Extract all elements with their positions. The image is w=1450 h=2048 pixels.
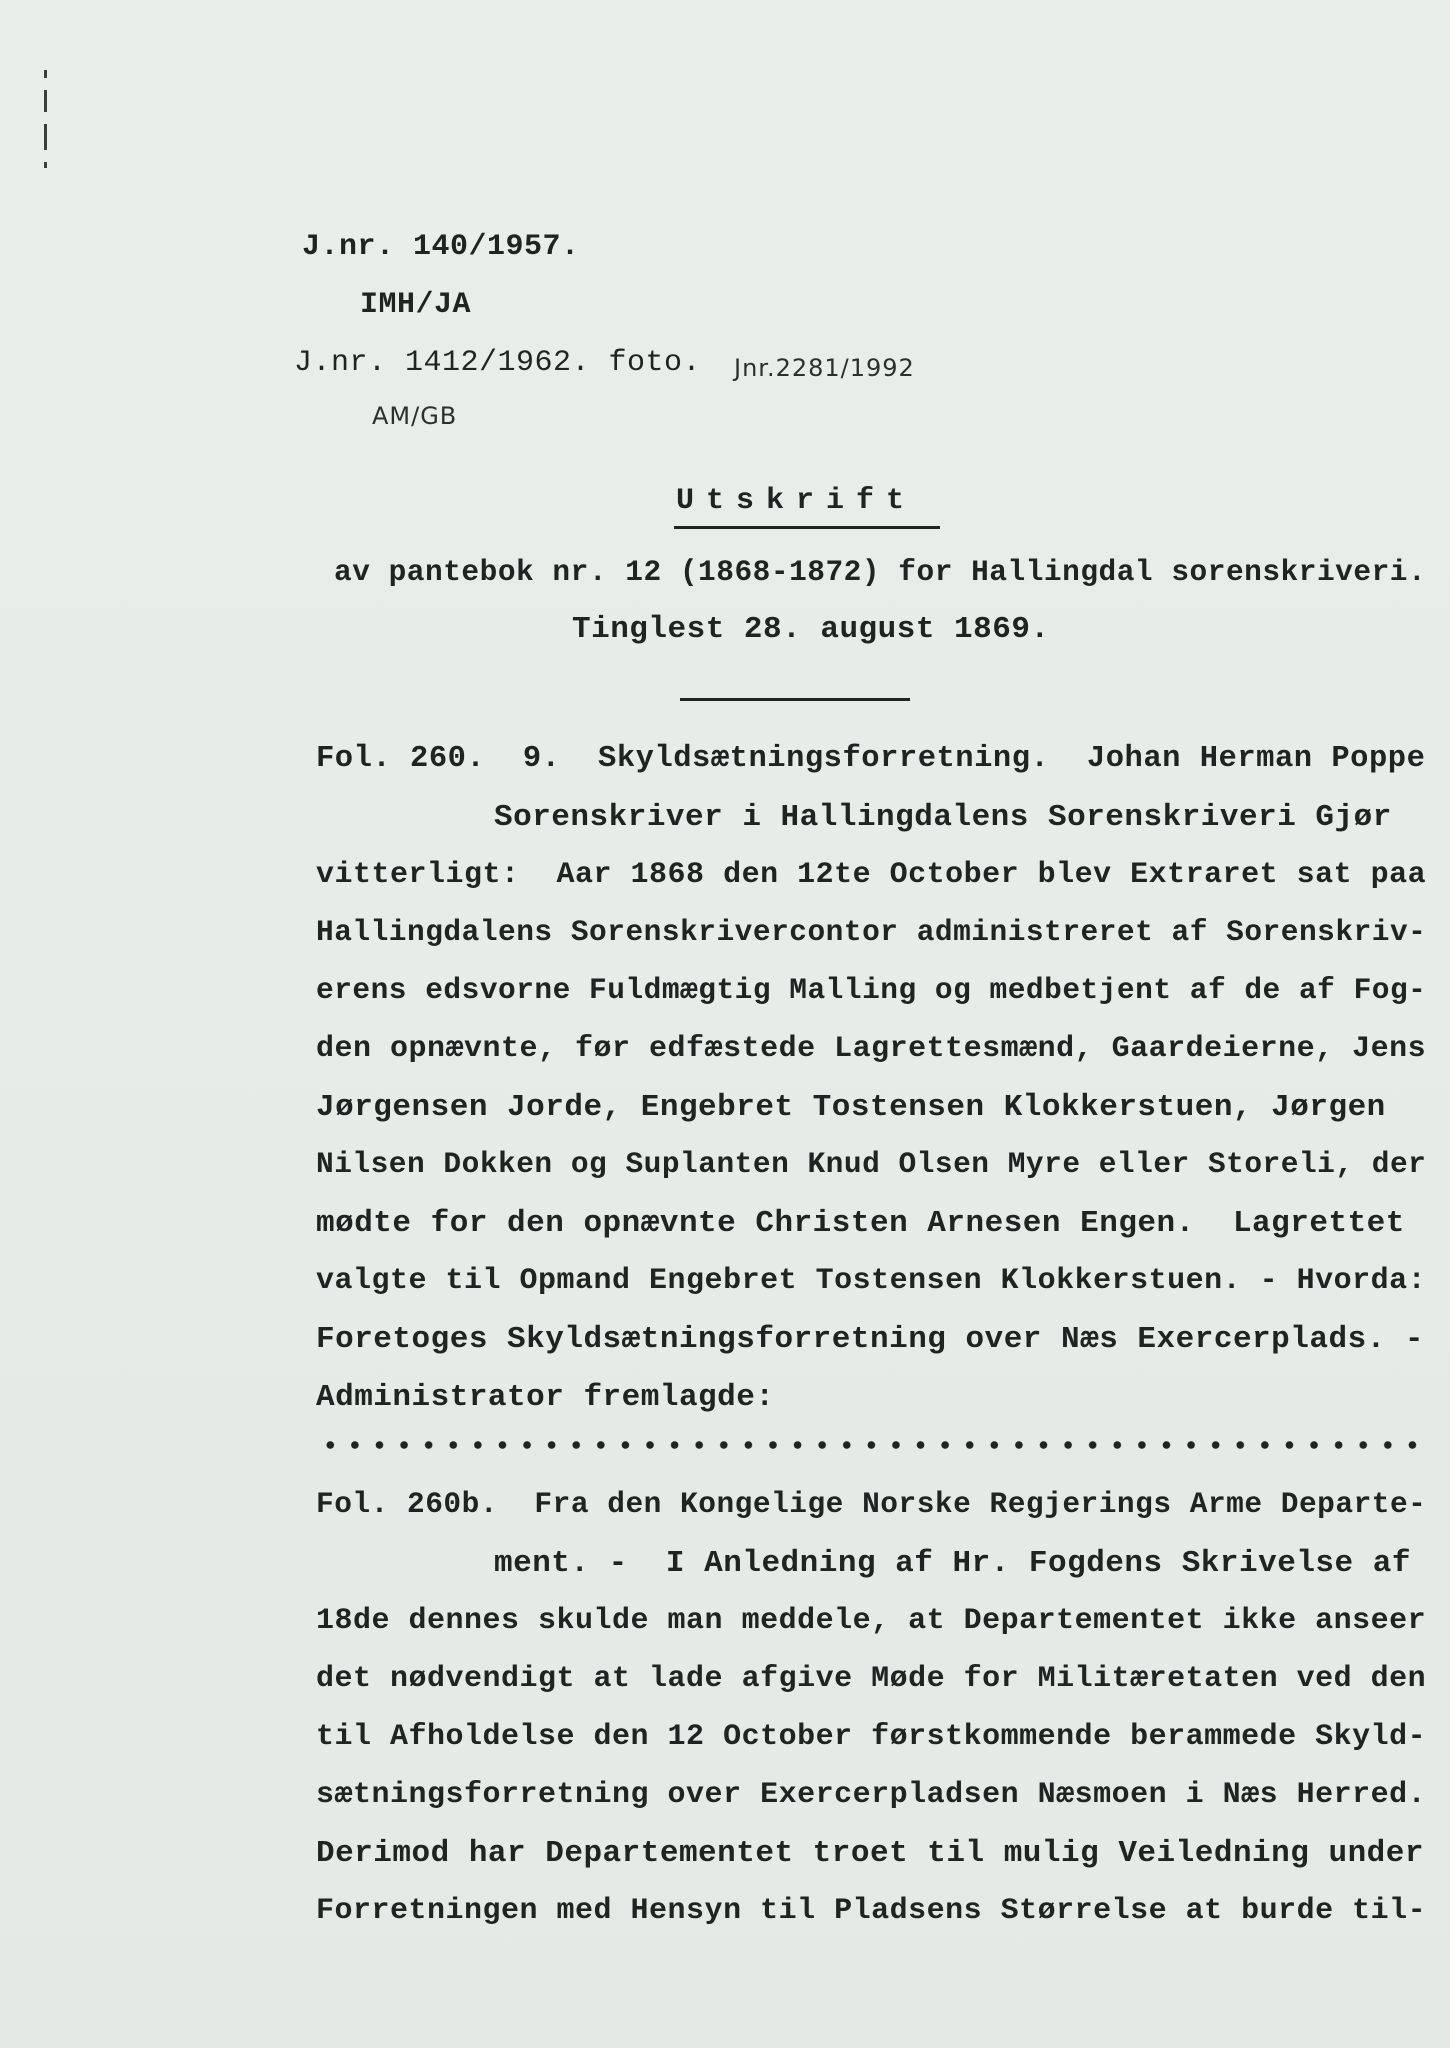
paragraph-1-line: Administrator fremlagde: <box>316 1380 775 1415</box>
subtitle: av pantebok nr. 12 (1868-1872) for Hallingdal sorenskriveri. <box>334 555 1427 589</box>
document-title: Utskrift <box>676 484 917 518</box>
paragraph-2-line: ment. - I Anledning af Hr. Fogdens Skrivelse af <box>494 1546 1411 1581</box>
paragraph-1-line: mødte for den opnævnte Christen Arnesen Engen. Lagrettet <box>316 1206 1405 1241</box>
paragraph-2-line: Fol. 260b. Fra den Kongelige Norske Regjerings Arme Departe- <box>316 1487 1427 1521</box>
dotted-separator <box>318 1438 1428 1452</box>
paragraph-1-line: valgte til Opmand Engebret Tostensen Klokkerstuen. - Hvorda: <box>316 1264 1427 1298</box>
margin-marks <box>44 70 48 180</box>
section-divider <box>680 698 910 701</box>
paragraph-1-line: Nilsen Dokken og Suplanten Knud Olsen Myre eller Storeli, der <box>316 1147 1427 1181</box>
initials-2: AM/GB <box>372 402 458 430</box>
paragraph-1-line: Jørgensen Jorde, Engebret Tostensen Klokkerstuen, Jørgen <box>316 1090 1386 1125</box>
paragraph-1-line: Hallingdalens Sorenskrivercontor administreret af Sorenskriv- <box>316 915 1427 949</box>
paragraph-2-line: Derimod har Departementet troet til mulig Veiledning under <box>316 1836 1424 1871</box>
paragraph-1-line: vitterligt: Aar 1868 den 12te October blev Extraret sat paa <box>316 858 1427 892</box>
paragraph-2-line: 18de dennes skulde man meddele, at Departementet ikke anseer <box>316 1604 1427 1638</box>
paragraph-2-line: til Afholdelse den 12 October førstkommende berammede Skyld- <box>316 1720 1427 1754</box>
paragraph-2-line: det nødvendigt at lade afgive Møde for Militæretaten ved den <box>316 1662 1427 1696</box>
initials-1: IMH/JA <box>360 288 472 322</box>
journal-number-3: Jnr.2281/1992 <box>734 354 915 382</box>
title-underline <box>674 526 940 529</box>
paragraph-2-line: sætningsforretning over Exercerpladsen Næsmoen i Næs Herred. <box>316 1778 1427 1812</box>
date-line: Tinglest 28. august 1869. <box>572 612 1050 647</box>
journal-number-2: J.nr. 1412/1962. foto. <box>294 346 702 380</box>
paragraph-1-line: den opnævnte, før edfæstede Lagrettesmænd, Gaardeierne, Jens <box>316 1032 1427 1066</box>
paragraph-1-line: Foretoges Skyldsætningsforretning over Næs Exercerplads. - <box>316 1322 1424 1357</box>
paragraph-2-line: Forretningen med Hensyn til Pladsens Størrelse at burde til- <box>316 1894 1427 1928</box>
paragraph-1-line: Fol. 260. 9. Skyldsætningsforretning. Johan Herman Poppe <box>316 742 1426 776</box>
paragraph-1-line: erens edsvorne Fuldmægtig Malling og medbetjent af de af Fog- <box>316 973 1427 1007</box>
journal-number-1: J.nr. 140/1957. <box>302 230 580 264</box>
paragraph-1-line: Sorenskriver i Hallingdalens Sorenskriveri Gjør <box>494 800 1392 835</box>
